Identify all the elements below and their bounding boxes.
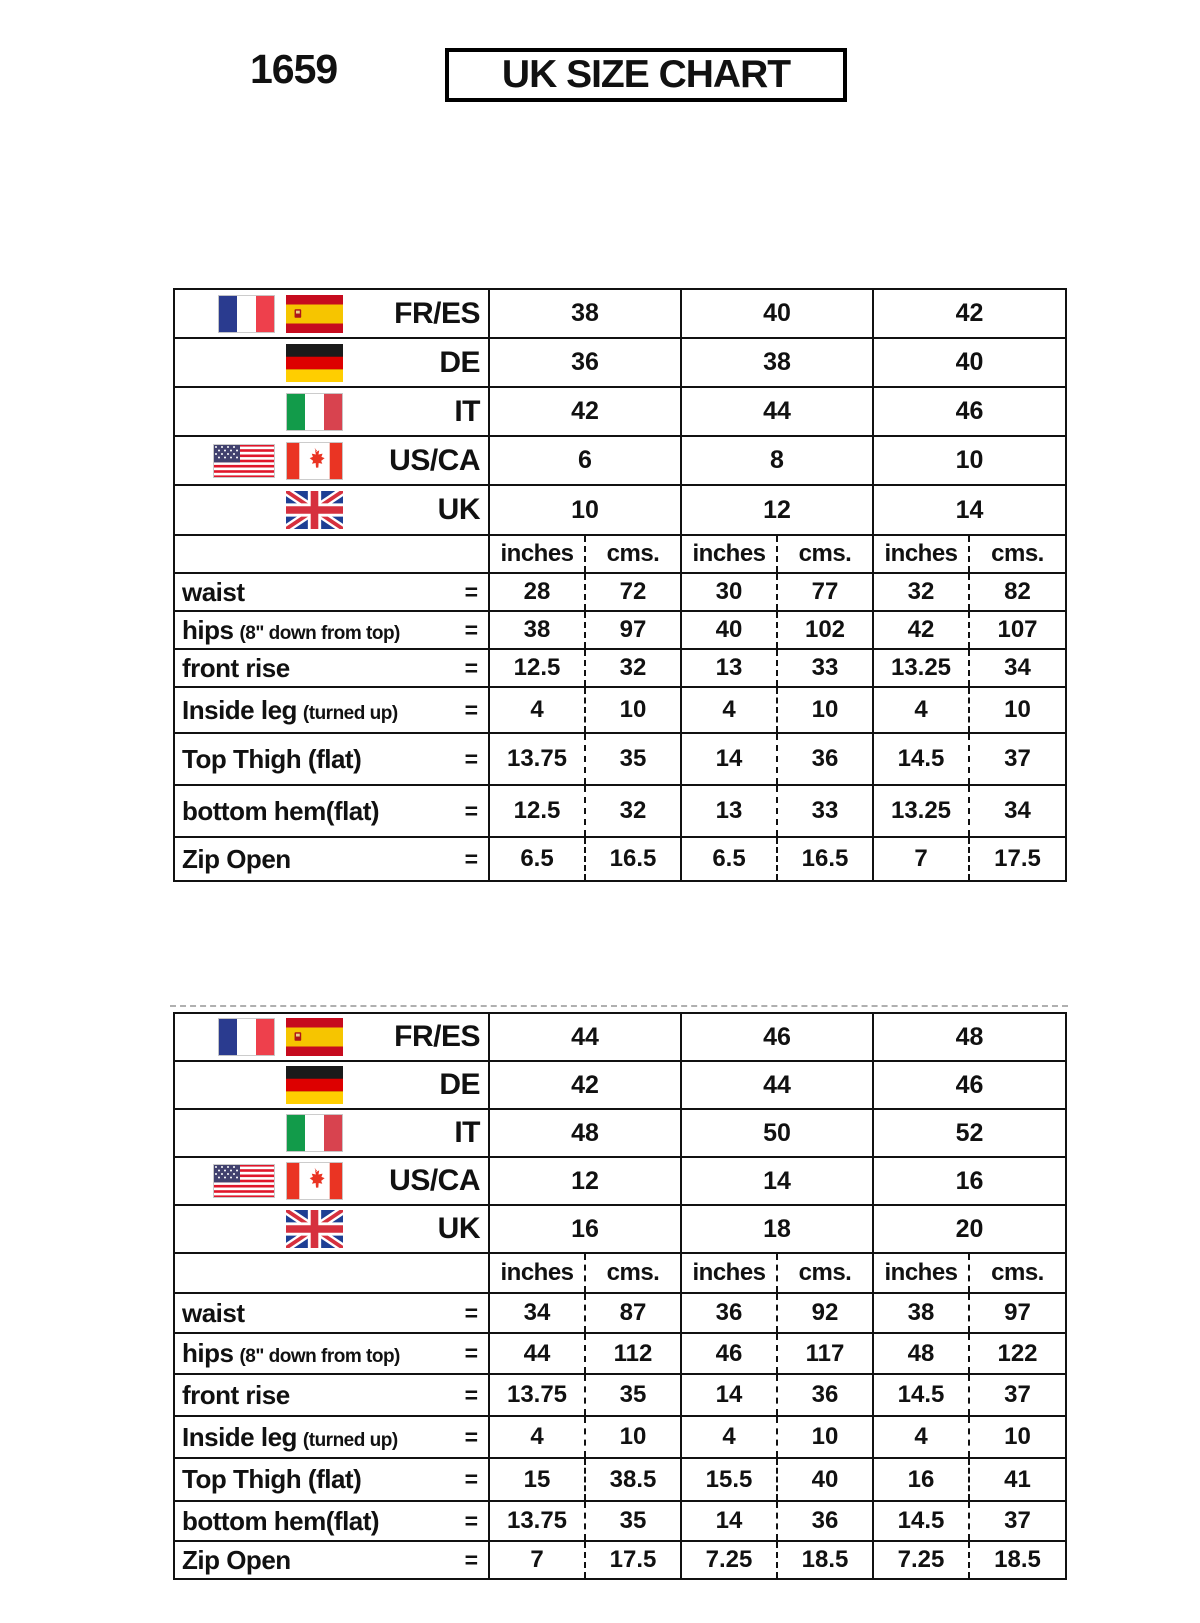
canada-flag-icon: [286, 1162, 343, 1200]
units-row: [174, 535, 1066, 573]
measure-label-cell: [174, 687, 489, 733]
measure-value: 35: [585, 733, 681, 785]
unit-header: cms.: [969, 535, 1066, 573]
size-row: [174, 1013, 1066, 1061]
measure-value: 6.5: [681, 837, 777, 881]
size-value: 42: [873, 289, 1066, 338]
size-value: 12: [681, 485, 873, 535]
equals-sign: =: [464, 1546, 478, 1573]
measure-label: hips: [182, 614, 234, 645]
measure-row: [174, 611, 1066, 649]
measure-value: 4: [681, 1416, 777, 1458]
size-value: 10: [489, 485, 681, 535]
units-blank-cell: [174, 535, 489, 573]
measure-label-cell: [174, 1458, 489, 1501]
country-cell: [174, 387, 489, 436]
measure-row: [174, 1374, 1066, 1416]
size-row: [174, 1109, 1066, 1157]
italy-flag-icon: [286, 1114, 343, 1152]
country-cell: [174, 1157, 489, 1205]
country-label: IT: [454, 394, 480, 428]
measure-label: Top Thigh (flat): [182, 743, 362, 774]
measure-label: front rise: [182, 652, 290, 683]
country-cell: [174, 1205, 489, 1253]
measure-value: 14: [681, 733, 777, 785]
measure-row: [174, 837, 1066, 881]
measure-value: 4: [873, 1416, 969, 1458]
unit-header: cms.: [777, 1253, 873, 1293]
size-value: 14: [873, 485, 1066, 535]
measure-value: 97: [969, 1293, 1066, 1333]
measure-value: 10: [969, 687, 1066, 733]
measure-value: 117: [777, 1333, 873, 1374]
measure-value: 12.5: [489, 785, 585, 837]
measure-row: [174, 1416, 1066, 1458]
measure-value: 37: [969, 1501, 1066, 1541]
measure-value: 35: [585, 1374, 681, 1416]
measure-label: bottom hem(flat): [182, 795, 380, 826]
country-cell: [174, 485, 489, 535]
size-value: 40: [873, 338, 1066, 387]
measure-value: 7.25: [681, 1541, 777, 1579]
measure-value: 14: [681, 1501, 777, 1541]
size-value: 42: [489, 1061, 681, 1109]
measure-value: 15.5: [681, 1458, 777, 1501]
measure-value: 4: [489, 687, 585, 733]
measure-value: 38: [873, 1293, 969, 1333]
uk-size-chart-table-large-sizes: [173, 1012, 1067, 1580]
measure-value: 122: [969, 1333, 1066, 1374]
measure-value: 15: [489, 1458, 585, 1501]
size-value: 6: [489, 436, 681, 485]
measure-value: 6.5: [489, 837, 585, 881]
size-value: 48: [489, 1109, 681, 1157]
country-label: UK: [437, 493, 480, 526]
measure-value: 42: [873, 611, 969, 649]
measure-value: 10: [585, 1416, 681, 1458]
measure-value: 17.5: [969, 837, 1066, 881]
unit-header: cms.: [585, 535, 681, 573]
measure-label: Inside leg: [182, 694, 297, 725]
measure-label-note: (8" down from top): [239, 622, 400, 644]
measure-label: front rise: [182, 1379, 290, 1410]
size-row: [174, 436, 1066, 485]
measure-label-cell: [174, 573, 489, 611]
equals-sign: =: [464, 578, 478, 605]
unit-header: cms.: [585, 1253, 681, 1293]
size-value: 10: [873, 436, 1066, 485]
measure-label: waist: [182, 576, 245, 607]
measure-value: 46: [681, 1333, 777, 1374]
measure-value: 17.5: [585, 1541, 681, 1579]
spain-flag-icon: [286, 1018, 343, 1056]
title-box: [445, 48, 847, 102]
measure-row: [174, 1501, 1066, 1541]
country-label: US/CA: [389, 1164, 480, 1197]
size-row: [174, 1061, 1066, 1109]
measure-value: 37: [969, 1374, 1066, 1416]
measure-value: 77: [777, 573, 873, 611]
usa-flag-icon: [213, 1164, 275, 1198]
country-cell: [174, 1109, 489, 1157]
equals-sign: =: [464, 696, 478, 723]
measure-row: [174, 1541, 1066, 1579]
size-value: 48: [873, 1013, 1066, 1061]
size-value: 46: [681, 1013, 873, 1061]
measure-row: [174, 687, 1066, 733]
equals-sign: =: [464, 1340, 478, 1366]
equals-sign: =: [464, 845, 478, 872]
page-break-divider: [170, 1005, 1068, 1007]
measure-value: 97: [585, 611, 681, 649]
measure-label-cell: [174, 1416, 489, 1458]
uk-flag-icon: [286, 1210, 343, 1248]
measure-value: 12.5: [489, 649, 585, 687]
uk-size-chart-table-small-sizes: [173, 288, 1067, 882]
units-blank-cell: [174, 1253, 489, 1293]
uk-flag-icon: [286, 491, 343, 529]
measure-label-note: (turned up): [302, 702, 398, 724]
equals-sign: =: [464, 797, 478, 824]
measure-value: 32: [585, 649, 681, 687]
unit-header: inches: [681, 535, 777, 573]
measure-value: 34: [969, 785, 1066, 837]
country-cell: [174, 1061, 489, 1109]
france-flag-icon: [218, 1018, 275, 1056]
unit-header: inches: [681, 1253, 777, 1293]
equals-sign: =: [464, 1423, 478, 1450]
measure-value: 14.5: [873, 1374, 969, 1416]
country-cell: [174, 289, 489, 338]
size-row: [174, 485, 1066, 535]
measure-value: 92: [777, 1293, 873, 1333]
country-label: FR/ES: [394, 1020, 480, 1053]
equals-sign: =: [464, 1507, 478, 1534]
country-label: IT: [454, 1116, 480, 1149]
country-label: FR/ES: [394, 296, 480, 330]
measure-value: 18.5: [777, 1541, 873, 1579]
measure-value: 13.75: [489, 733, 585, 785]
measure-row: [174, 1458, 1066, 1501]
measure-value: 10: [969, 1416, 1066, 1458]
size-value: 8: [681, 436, 873, 485]
unit-header: inches: [873, 535, 969, 573]
size-value: 52: [873, 1109, 1066, 1157]
measure-value: 40: [681, 611, 777, 649]
measure-value: 32: [585, 785, 681, 837]
measure-value: 13: [681, 649, 777, 687]
measure-value: 10: [585, 687, 681, 733]
unit-header: inches: [873, 1253, 969, 1293]
unit-header: inches: [489, 535, 585, 573]
measure-value: 7: [873, 837, 969, 881]
measure-row: [174, 1333, 1066, 1374]
measure-value: 32: [873, 573, 969, 611]
measure-value: 82: [969, 573, 1066, 611]
measure-label-cell: [174, 785, 489, 837]
measure-value: 37: [969, 733, 1066, 785]
measure-value: 4: [681, 687, 777, 733]
country-cell: [174, 436, 489, 485]
measure-label-cell: [174, 649, 489, 687]
units-row: [174, 1253, 1066, 1293]
size-row: [174, 1157, 1066, 1205]
measure-label-cell: [174, 1333, 489, 1374]
measure-value: 34: [969, 649, 1066, 687]
size-value: 38: [489, 289, 681, 338]
measure-value: 112: [585, 1333, 681, 1374]
measure-value: 13: [681, 785, 777, 837]
measure-value: 102: [777, 611, 873, 649]
equals-sign: =: [464, 654, 478, 681]
measure-row: [174, 649, 1066, 687]
measure-value: 13.75: [489, 1374, 585, 1416]
measure-label-cell: [174, 1293, 489, 1333]
measure-label: bottom hem(flat): [182, 1505, 380, 1536]
size-value: 50: [681, 1109, 873, 1157]
unit-header: cms.: [777, 535, 873, 573]
size-value: 20: [873, 1205, 1066, 1253]
country-label: UK: [437, 1212, 480, 1245]
measure-value: 107: [969, 611, 1066, 649]
size-value: 16: [873, 1157, 1066, 1205]
size-row: [174, 338, 1066, 387]
size-row: [174, 289, 1066, 338]
size-value: 36: [489, 338, 681, 387]
measure-value: 35: [585, 1501, 681, 1541]
germany-flag-icon: [286, 1066, 343, 1104]
measure-value: 10: [777, 1416, 873, 1458]
measure-label: hips: [182, 1338, 234, 1368]
measure-row: [174, 785, 1066, 837]
size-value: 38: [681, 338, 873, 387]
germany-flag-icon: [286, 344, 343, 382]
usa-flag-icon: [213, 444, 275, 478]
measure-label: Zip Open: [182, 843, 291, 874]
country-label: US/CA: [389, 443, 480, 477]
measure-value: 38: [489, 611, 585, 649]
measure-label: Inside leg: [182, 1421, 297, 1452]
measure-value: 34: [489, 1293, 585, 1333]
measure-row: [174, 573, 1066, 611]
measure-value: 14.5: [873, 1501, 969, 1541]
canada-flag-icon: [286, 442, 343, 480]
measure-value: 48: [873, 1333, 969, 1374]
measure-label-note: (turned up): [302, 1429, 398, 1451]
size-value: 16: [489, 1205, 681, 1253]
measure-value: 7: [489, 1541, 585, 1579]
size-value: 44: [681, 387, 873, 436]
style-code: 1659: [250, 46, 338, 92]
size-value: 46: [873, 387, 1066, 436]
country-label: DE: [439, 1068, 480, 1101]
measure-value: 36: [681, 1293, 777, 1333]
measure-value: 13.75: [489, 1501, 585, 1541]
size-value: 14: [681, 1157, 873, 1205]
measure-value: 18.5: [969, 1541, 1066, 1579]
measure-label-cell: [174, 837, 489, 881]
equals-sign: =: [464, 1299, 478, 1326]
size-value: 18: [681, 1205, 873, 1253]
country-cell: [174, 1013, 489, 1061]
measure-label-note: (8" down from top): [239, 1346, 400, 1367]
measure-label-cell: [174, 1541, 489, 1579]
size-value: 44: [489, 1013, 681, 1061]
measure-value: 33: [777, 649, 873, 687]
measure-label-cell: [174, 1374, 489, 1416]
measure-value: 14: [681, 1374, 777, 1416]
measure-label-cell: [174, 733, 489, 785]
measure-value: 36: [777, 1374, 873, 1416]
equals-sign: =: [464, 616, 478, 643]
measure-value: 13.25: [873, 785, 969, 837]
country-cell: [174, 338, 489, 387]
france-flag-icon: [218, 295, 275, 333]
measure-value: 16: [873, 1458, 969, 1501]
measure-row: [174, 1293, 1066, 1333]
measure-value: 4: [873, 687, 969, 733]
equals-sign: =: [464, 745, 478, 772]
unit-header: inches: [489, 1253, 585, 1293]
spain-flag-icon: [286, 295, 343, 333]
page-title: UK SIZE CHART: [501, 53, 791, 96]
measure-value: 30: [681, 573, 777, 611]
country-label: DE: [439, 345, 480, 379]
measure-value: 36: [777, 1501, 873, 1541]
measure-value: 14.5: [873, 733, 969, 785]
size-value: 46: [873, 1061, 1066, 1109]
size-value: 40: [681, 289, 873, 338]
measure-value: 28: [489, 573, 585, 611]
measure-value: 10: [777, 687, 873, 733]
measure-label-cell: [174, 611, 489, 649]
size-row: [174, 387, 1066, 436]
measure-value: 40: [777, 1458, 873, 1501]
italy-flag-icon: [286, 393, 343, 431]
unit-header: cms.: [969, 1253, 1066, 1293]
measure-value: 16.5: [585, 837, 681, 881]
measure-value: 38.5: [585, 1458, 681, 1501]
measure-value: 13.25: [873, 649, 969, 687]
measure-label: waist: [182, 1297, 245, 1328]
measure-value: 41: [969, 1458, 1066, 1501]
equals-sign: =: [464, 1381, 478, 1408]
size-value: 42: [489, 387, 681, 436]
size-row: [174, 1205, 1066, 1253]
measure-label: Top Thigh (flat): [182, 1464, 362, 1494]
measure-value: 33: [777, 785, 873, 837]
measure-value: 4: [489, 1416, 585, 1458]
measure-value: 36: [777, 733, 873, 785]
measure-value: 87: [585, 1293, 681, 1333]
measure-row: [174, 733, 1066, 785]
measure-value: 72: [585, 573, 681, 611]
measure-value: 7.25: [873, 1541, 969, 1579]
measure-label-cell: [174, 1501, 489, 1541]
measure-label: Zip Open: [182, 1544, 291, 1575]
measure-value: 16.5: [777, 837, 873, 881]
measure-value: 44: [489, 1333, 585, 1374]
size-value: 44: [681, 1061, 873, 1109]
size-value: 12: [489, 1157, 681, 1205]
equals-sign: =: [464, 1466, 478, 1492]
